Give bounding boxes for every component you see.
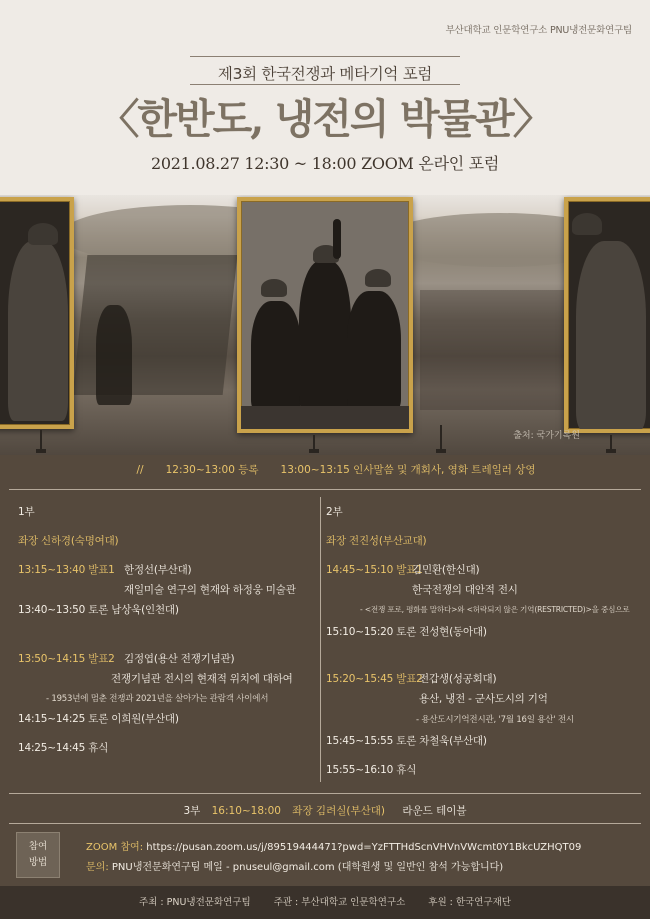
photo-frame-center [237,197,413,433]
zoom-line [86,838,581,853]
part2-talk2-subtitle: - 용산도시기억전시관, '7월 16일 용산' 전시 [416,715,574,725]
footer-host: 주최 : PNU냉전문화연구팀 [139,897,251,908]
part2-label: 2부 [326,506,343,518]
part1-discussion2: 14:15~14:25 토론 이희원(부산대) [18,713,179,725]
part3-chair: 좌장 김려실(부산대) [292,805,385,817]
title-rule-bottom [190,84,460,85]
footer-organizer: 주관 : 부산대학교 인문학연구소 [273,897,406,908]
raised-arm [333,219,341,259]
statue-base [241,406,413,433]
frame-stand [40,430,42,450]
column-divider [320,497,321,782]
participation-label-1: 참여 [28,841,48,852]
frame-stand-foot [309,449,319,453]
contact-label: 문의: [86,862,109,873]
poster-header [0,0,650,205]
part1-label: 1부 [18,506,35,518]
part1-chair: 좌장 신하경(숙명여대) [18,535,119,547]
war-photo-collage [0,195,650,455]
part1-discussion1: 13:40~13:50 토론 남상욱(인천대) [18,604,179,616]
part2-talk2-time: 15:20~15:45 발표2 [326,673,423,685]
divider [9,823,641,824]
contact-text: PNU냉전문화연구팀 메일 - pnuseul@gmail.com (대학원생 및 일반인 참석 가능합니다) [111,862,504,873]
photo-frame-right [564,197,650,433]
helmet [261,279,287,297]
main-title: 〈한반도, 냉전의 박물관〉 [98,95,552,143]
part3-line [0,803,650,818]
part2-talk2-title: 용산, 냉전 - 군사도시의 기억 [419,693,548,705]
part2-talk1-title: 한국전쟁의 대안적 전시 [412,584,518,596]
zoom-label: ZOOM 참여: [86,842,144,853]
part2-chair: 좌장 전진성(부산교대) [326,535,427,547]
forum-title: 제3회 한국전쟁과 메타기억 포럼 [217,65,433,83]
helmet [572,213,602,235]
footer-sponsor: 후원 : 한국연구재단 [428,897,511,908]
part1-talk1-speaker: 한정선(부산대) [124,564,192,576]
divider [9,793,641,794]
part2-discussion1: 15:10~15:20 토론 전성현(동아대) [326,626,487,638]
part2-talk1-subtitle: - <전쟁 포로, 평화를 말하다>와 <허락되지 않은 기억(RESTRICTED)>을 중심으로 [360,605,630,614]
woman-figure [96,305,132,405]
part1-talk2-speaker: 김정엽(용산 전쟁기념관) [124,653,235,665]
part1-talk1-title: 재일미술 연구의 현재와 하정웅 미술관 [124,584,296,596]
soldier-statue [347,291,401,411]
divider [9,489,641,490]
part1-talk1-time: 13:15~13:40 발표1 [18,564,115,576]
title-rule-top [190,56,460,57]
part3-time: 16:10~18:00 [211,805,281,817]
participation-label-2: 방법 [28,857,48,868]
helmet [365,269,391,287]
part2-talk2-speaker: 전갑생(성공회대) [419,673,497,685]
organization-name: 부산대학교 인문학연구소 PNU냉전문화연구팀 [445,25,632,36]
part3-session: 라운드 테이블 [402,805,467,817]
part2-talk1-speaker: 김민환(한신대) [412,564,480,576]
part2-talk1-time: 14:45~15:10 발표1 [326,564,423,576]
soldier-figure [8,241,68,421]
part1-talk2-subtitle: - 1953년에 멈춘 전쟁과 2021년을 살아가는 관람객 사이에서 [46,694,269,704]
part1-break: 14:25~14:45 휴식 [18,742,109,754]
slash-separator: // [136,464,144,476]
footer [0,886,650,919]
participation-label-box [16,832,60,878]
helmet [28,223,58,245]
registration-time: 12:30~13:00 등록 [165,464,259,476]
zoom-link[interactable]: https://pusan.zoom.us/j/89519444471?pwd=YzFTTHdScnVHVnVWcmt0Y1BkcUZHQT09 [146,842,582,853]
soldier-statue [299,261,351,411]
frame-stand-foot [606,449,616,453]
frame-stand-foot [36,449,46,453]
frame-stand-foot [436,449,446,453]
frame-stand [440,425,442,451]
part2-discussion2: 15:45~15:55 토론 차철욱(부산대) [326,735,487,747]
event-date-line: 2021.08.27 12:30 ~ 18:00 ZOOM 온라인 포럼 [151,154,499,173]
soldier-statue [251,301,301,411]
part1-talk2-time: 13:50~14:15 발표2 [18,653,115,665]
photo-credit: 출처: 국가기록원 [513,431,580,441]
soldier-figure [576,241,646,431]
part2-break: 15:55~16:10 휴식 [326,764,417,776]
registration-bar [0,462,650,477]
opening-time: 13:00~13:15 인사말씀 및 개회사, 영화 트레일러 상영 [280,464,536,476]
part3-label: 3부 [183,805,201,817]
contact-line [86,858,503,873]
part1-talk2-title: 전쟁기념관 전시의 현재적 위치에 대하여 [111,673,293,685]
photo-frame-left [0,197,74,429]
ruined-street [420,290,570,410]
